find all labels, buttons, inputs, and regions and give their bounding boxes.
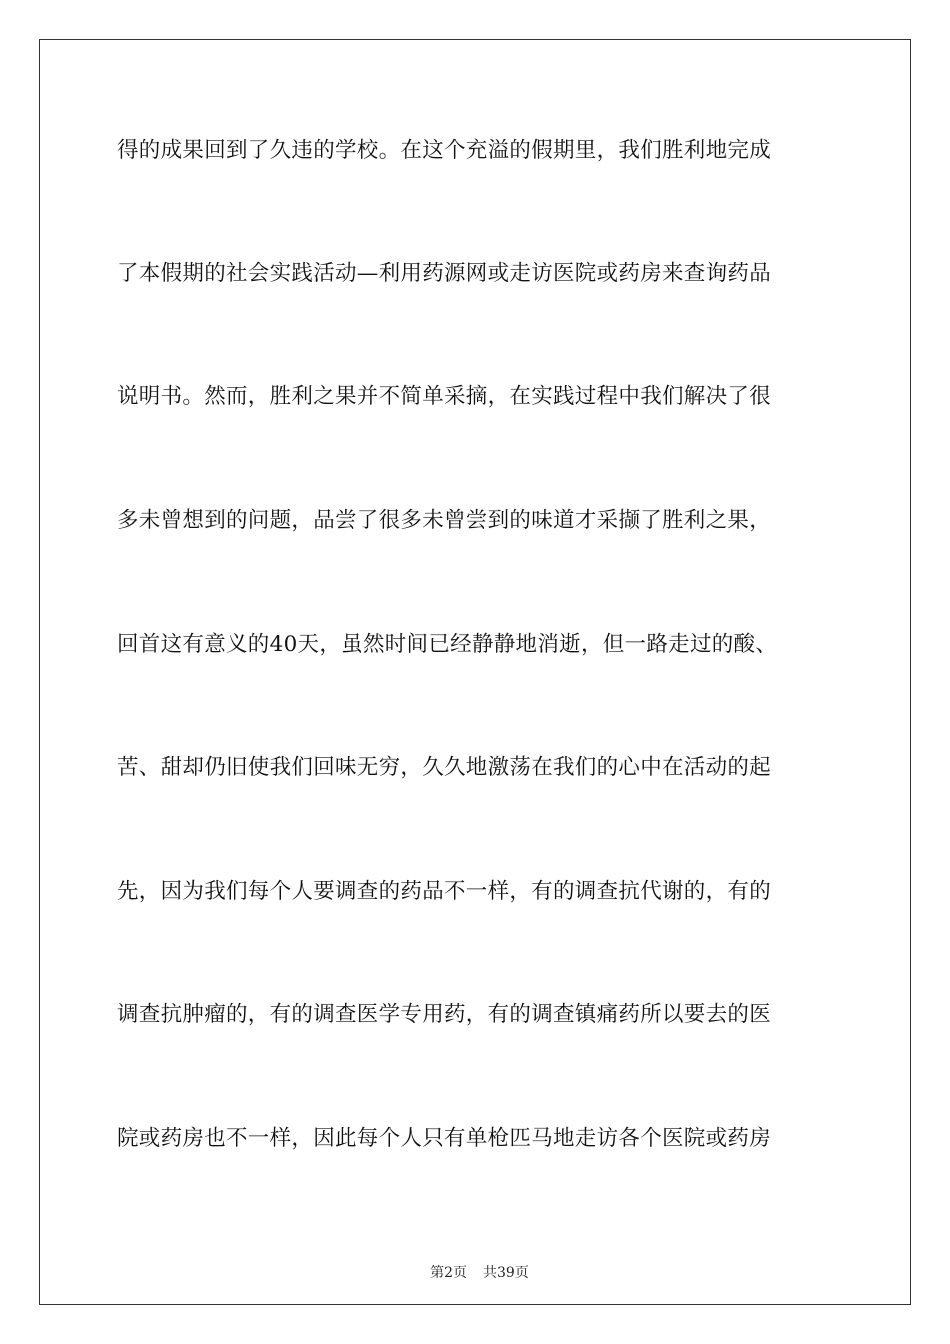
paragraph-line: 苦、甜却仍旧使我们回味无穷，久久地激荡在我们的心中在活动的起 bbox=[117, 755, 772, 780]
page-footer bbox=[0, 1243, 950, 1283]
paragraph-line: 调查抗肿瘤的，有的调查医学专用药，有的调查镇痛药所以要去的医 bbox=[117, 1002, 772, 1027]
paragraph-line: 先，因为我们每个人要调查的药品不一样，有的调查抗代谢的，有的 bbox=[117, 879, 772, 904]
paragraph-line: 说明书。然而，胜利之果并不简单采摘，在实践过程中我们解决了很 bbox=[117, 384, 772, 409]
paragraph-line: 院或药房也不一样，因此每个人只有单枪匹马地走访各个医院或药房 bbox=[117, 1126, 772, 1151]
paragraph-line: 得的成果回到了久违的学校。在这个充溢的假期里，我们胜利地完成 bbox=[117, 138, 772, 163]
paragraph-line: 多未曾想到的问题，品尝了很多未曾尝到的味道才采撷了胜利之果， bbox=[117, 508, 772, 533]
paragraph-line: 了本假期的社会实践活动—利用药源网或走访医院或药房来查询药品 bbox=[117, 261, 772, 286]
page-total: 共39页 bbox=[483, 1265, 529, 1281]
page-border bbox=[39, 39, 911, 1305]
paragraph-line: 回首这有意义的40天，虽然时间已经静静地消逝，但一路走过的酸、 bbox=[117, 632, 778, 657]
page-number: 第2页 bbox=[430, 1265, 467, 1281]
